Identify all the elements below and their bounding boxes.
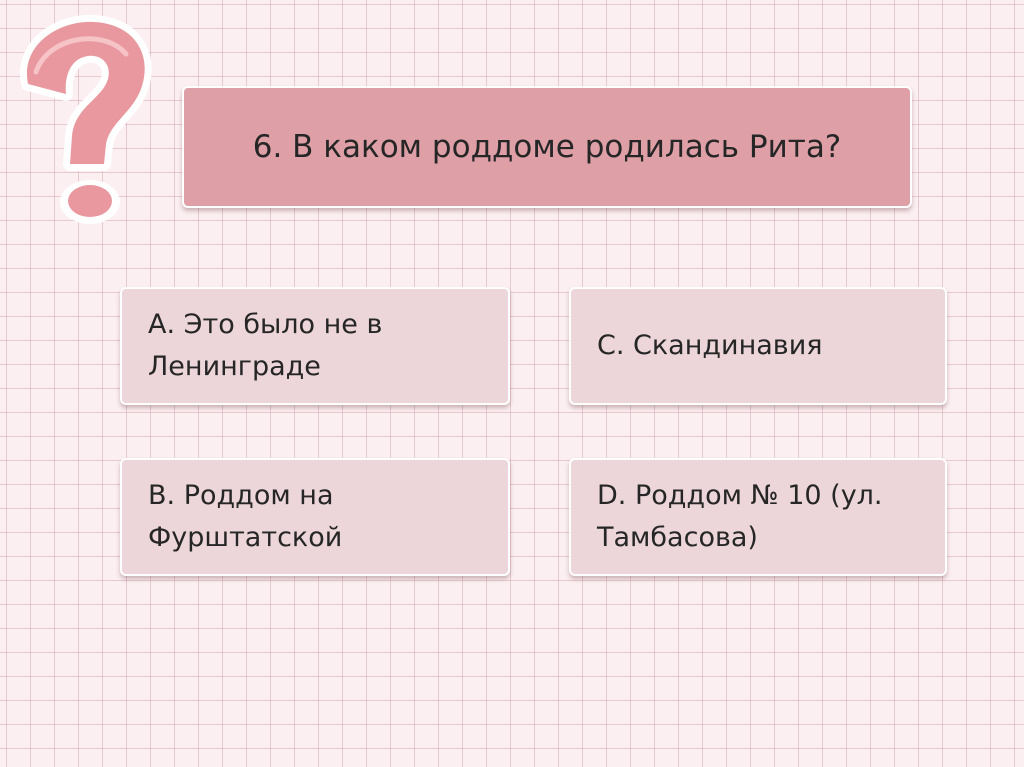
answer-option-c[interactable] <box>569 287 947 405</box>
answer-text-c: С. Скандинавия <box>597 330 823 361</box>
answer-option-b[interactable] <box>120 458 510 576</box>
question-text: 6. В каком роддоме родилась Рита? <box>252 128 842 165</box>
question-box <box>182 86 912 208</box>
answer-text-a: А. Это было не в Ленинграде <box>148 309 383 382</box>
answer-text-b: В. Роддом на Фурштатской <box>148 480 343 553</box>
answer-text-d: D. Роддом № 10 (ул. Тамбасова) <box>597 480 883 553</box>
answer-option-a[interactable] <box>120 287 510 405</box>
answer-option-d[interactable] <box>569 458 947 576</box>
question-mark-icon <box>14 14 154 229</box>
